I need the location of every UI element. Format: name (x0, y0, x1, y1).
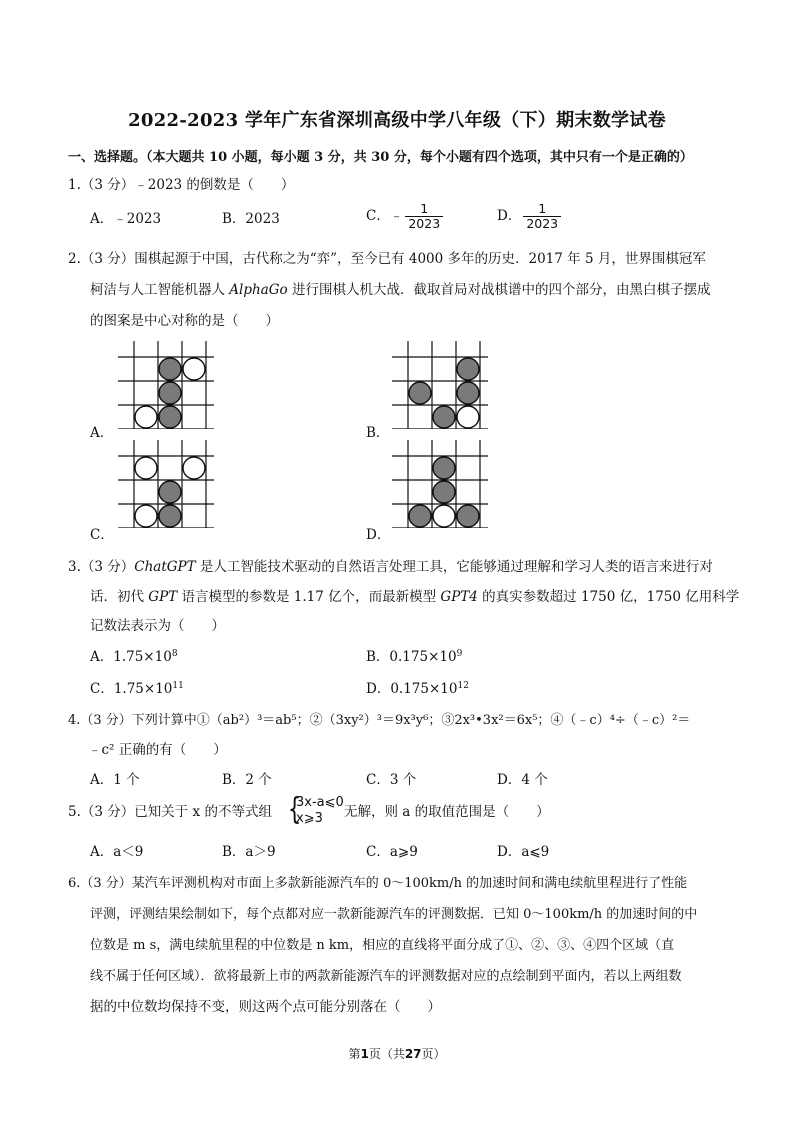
q5-option-d: D．a⩽9 (497, 844, 550, 860)
q3-option-d-exponent: 12 (457, 681, 469, 691)
q4-option-a: A．1 个 (90, 772, 140, 788)
footer-middle: 页（共 (368, 1047, 405, 1061)
white-stone (183, 358, 205, 380)
q3-option-b-text: B．0.175×10 (366, 649, 457, 665)
white-stone (457, 406, 479, 428)
black-stone (433, 406, 455, 428)
q3-line-2-italic-1: GPT (148, 589, 178, 605)
black-stone (457, 382, 479, 404)
q3-line-1-italic: ChatGPT (134, 559, 196, 575)
page-footer (0, 1045, 794, 1062)
black-stone (433, 457, 455, 479)
white-stone (135, 406, 157, 428)
footer-total-pages: 27 (404, 1047, 422, 1061)
brace-glyph: { (287, 792, 302, 827)
q2-option-b: B． (366, 425, 390, 441)
q2-option-d: D． (366, 527, 391, 543)
q3-option-d (366, 680, 469, 698)
q3-option-b-exponent: 9 (456, 649, 463, 659)
q2-option-a: A． (90, 425, 114, 441)
footer-page-number: 1 (360, 1047, 369, 1061)
q2-line-2-b: 进行围棋人机大战．截取首局对战棋谱中的四个部分，由黑白棋子摆成 (287, 282, 711, 298)
q3-line-2-a: 话．初代 (90, 589, 149, 605)
black-stone (409, 505, 431, 527)
black-stone (457, 358, 479, 380)
q1-option-c (366, 202, 443, 231)
q1-option-d-label: D． (497, 208, 522, 224)
black-stone (409, 382, 431, 404)
black-stone (433, 481, 455, 503)
q1-option-d (497, 202, 561, 231)
q3-line-3: 记数法表示为（ ） (90, 618, 225, 634)
q3-line-2-c: 的真实参数超过 1750 亿，1750 亿用科学 (477, 589, 740, 605)
q2-line-2 (90, 281, 710, 299)
q6-line-4: 线不属于任何区域）．欲将最新上市的两款新能源汽车的评测数据对应的点绘制到平面内，若以上两组数 (90, 969, 682, 984)
q1-option-b: B．2023 (222, 211, 280, 227)
q3-option-c-exponent: 11 (172, 681, 184, 691)
white-stone (135, 457, 157, 479)
footer-prefix: 第 (348, 1047, 361, 1061)
q3-option-c (90, 680, 184, 698)
fraction-denominator: 2023 (405, 216, 443, 231)
q4-option-c: C．3 个 (366, 772, 417, 788)
fraction-denominator: 2023 (523, 216, 561, 231)
go-board-a (118, 341, 214, 429)
q5-option-a: A．a＜9 (90, 844, 144, 860)
go-board-d (392, 440, 488, 528)
black-stone (159, 481, 181, 503)
q4-option-b: B．2 个 (222, 772, 272, 788)
white-stone (183, 457, 205, 479)
q3-line-1-b: 是人工智能技术驱动的自然语言处理工具，它能够通过理解和学习人类的语言来进行对 (195, 559, 713, 575)
inequality-row-1: 3x-a⩽0 (296, 795, 344, 810)
q2-line-3: 的图案是中心对称的是（ ） (90, 313, 279, 329)
white-stone (433, 505, 455, 527)
q6-line-3: 位数是 m s，满电续航里程的中位数是 n km，相应的直线将平面分成了①、②、③、④四个区域（直 (90, 938, 675, 953)
q3-option-a-exponent: 8 (171, 649, 178, 659)
black-stone (159, 406, 181, 428)
q1-option-d-fraction (523, 202, 561, 231)
q6-line-1: 6.（3 分）某汽车评测机构对市面上多款新能源汽车的 0～100km/h 的加速时间和满电续航里程进行了性能 (68, 876, 688, 891)
q3-option-a-text: A．1.75×10 (90, 649, 172, 665)
black-stone (159, 358, 181, 380)
q3-line-2 (90, 588, 739, 606)
q4-line-2: ﹣c² 正确的有（ ） (88, 742, 227, 758)
q3-option-c-text: C．1.75×10 (90, 681, 173, 697)
q4-line-1: 4.（3 分）下列计算中①（ab²）³＝ab⁵；②（3xy²）³＝9x³y⁶；③2x³•3x²＝6x⁵；④（﹣c）⁴÷（﹣c）²＝ (68, 713, 691, 728)
footer-suffix: 页） (421, 1047, 446, 1061)
black-stone (159, 505, 181, 527)
q5-option-c: C．a⩾9 (366, 844, 418, 860)
q5-stem-b: 无解，则 a 的取值范围是（ ） (344, 804, 550, 820)
q3-option-a (90, 648, 178, 666)
inequality-row-2: x⩾3 (296, 811, 323, 826)
q6-line-2: 评测，评测结果绘制如下，每个点都对应一款新能源汽车的评测数据．已知 0～100km/h 的加速时间的中 (90, 907, 698, 922)
q2-line-2-a: 柯洁与人工智能机器人 (90, 282, 230, 298)
fraction-numerator: 1 (538, 201, 547, 216)
q5-option-b: B．a＞9 (222, 844, 276, 860)
q1-stem: 1.（3 分）﹣2023 的倒数是（ ） (68, 177, 295, 193)
black-stone (457, 505, 479, 527)
q3-line-2-italic-2: GPT4 (440, 589, 478, 605)
fraction-numerator: 1 (420, 201, 429, 216)
q3-line-1 (68, 558, 713, 576)
white-stone (135, 505, 157, 527)
q3-line-1-a: 3.（3 分） (68, 559, 135, 575)
q2-line-2-italic: AlphaGo (229, 282, 288, 298)
black-stone (159, 382, 181, 404)
go-board-b (392, 341, 488, 429)
q5-stem-a: 5.（3 分）已知关于 x 的不等式组 (68, 804, 272, 820)
q1-option-c-fraction (405, 202, 443, 231)
page-title: 2022-2023 学年广东省深圳高级中学八年级（下）期末数学试卷 (128, 110, 666, 131)
q6-line-5: 据的中位数均保持不变，则这两个点可能分别落在（ ） (90, 999, 441, 1015)
q2-option-c: C． (90, 527, 114, 543)
q1-option-c-label: C．﹣ (366, 208, 404, 224)
q1-option-a: A．﹣2023 (90, 211, 162, 227)
q3-option-d-text: D．0.175×10 (366, 681, 458, 697)
q3-option-b (366, 648, 462, 666)
go-board-c (118, 440, 214, 528)
q2-line-1: 2.（3 分）围棋起源于中国，古代称之为“弈”，至今已有 4000 多年的历史．2017 年 5 月，世界围棋冠军 (68, 251, 706, 267)
q4-option-d: D．4 个 (497, 772, 548, 788)
section-heading: 一、选择题。（本大题共 10 小题，每小题 3 分，共 30 分，每个小题有四个选项，其中只有一个是正确的） (68, 150, 693, 165)
q3-line-2-b: 语言模型的参数是 1.17 亿个，而最新模型 (177, 589, 441, 605)
